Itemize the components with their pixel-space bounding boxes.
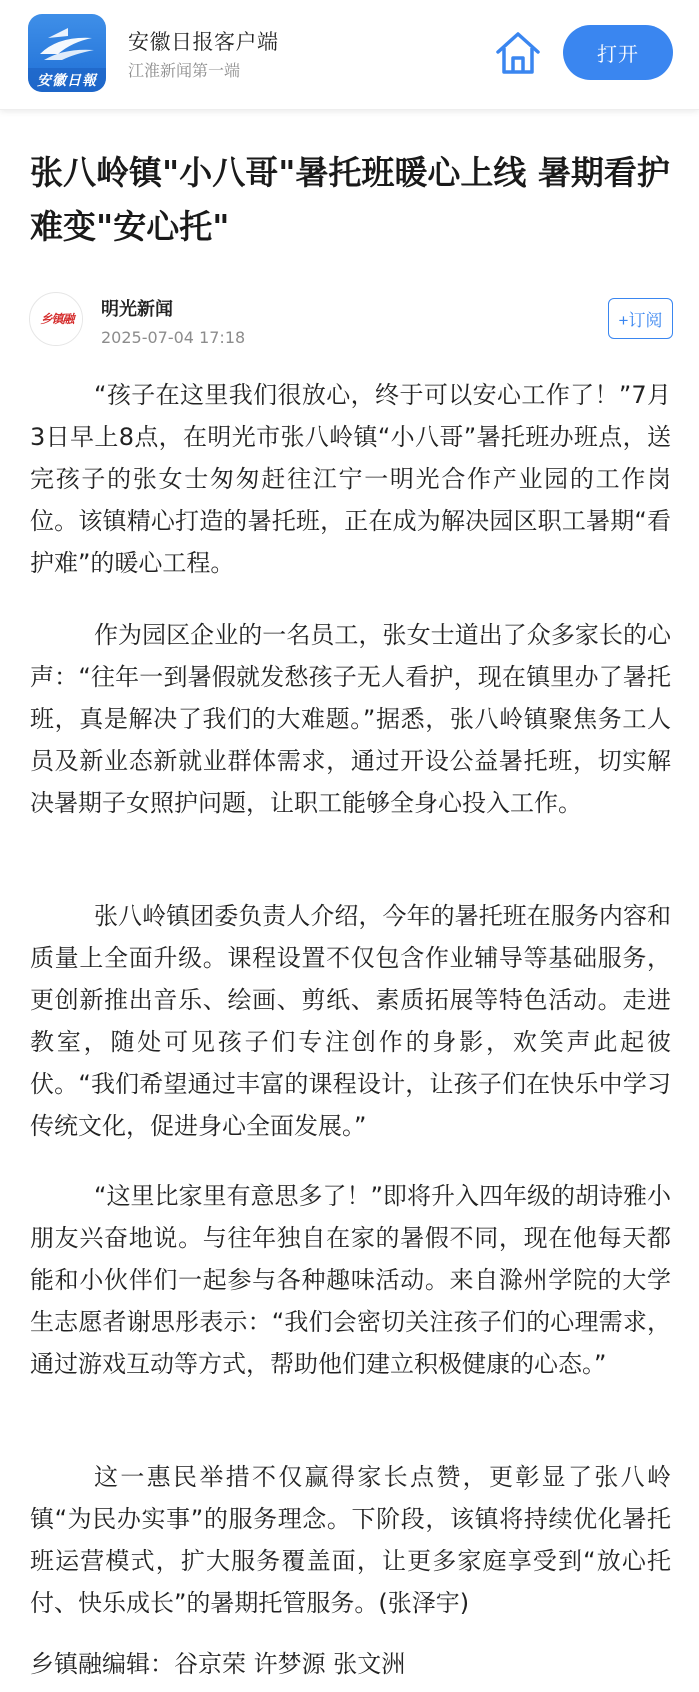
- article-paragraph-4: “这里比家里有意思多了！”即将升入四年级的胡诗雅小朋友兴奋地说。与往年独自在家的暑假不同，现在他每天都能和小伙伴们一起参与各种趣味活动。来自滁州学院的大学生志愿者谢思彤表示：“我们会密切关注孩子们的心理需求，通过游戏互动等方式，帮助他们建立积极健康的心态。”: [30, 1182, 671, 1378]
- home-icon[interactable]: [494, 30, 542, 76]
- article-title: 张八岭镇"小八哥"暑托班暖心上线 暑期看护难变"安心托": [30, 153, 670, 246]
- app-slogan: 江淮新闻第一端: [128, 61, 241, 80]
- avatar-text: 乡镇融: [40, 312, 74, 326]
- app-banner: [0, 0, 699, 110]
- author-avatar[interactable]: [29, 292, 83, 346]
- app-logo-icon[interactable]: [28, 14, 106, 92]
- logo-text: 安徽日報: [37, 73, 97, 89]
- article-paragraph-5: 这一惠民举措不仅赢得家长点赞，更彰显了张八岭镇“为民办实事”的服务理念。下阶段，该镇将持续优化暑托班运营模式，扩大服务覆盖面，让更多家庭享受到“放心托付、快乐成长”的暑期托管服务。(张泽宇): [30, 1463, 671, 1617]
- app-name: 安徽日报客户端: [128, 30, 279, 54]
- article-paragraph-3: 张八岭镇团委负责人介绍，今年的暑托班在服务内容和质量上全面升级。课程设置不仅包含作业辅导等基础服务，更创新推出音乐、绘画、剪纸、素质拓展等特色活动。走进教室，随处可见孩子们专注创作的身影，欢笑声此起彼伏。“我们希望通过丰富的课程设计，让孩子们在快乐中学习传统文化，促进身心全面发展。”: [30, 902, 671, 1140]
- home-icon-graphic: [494, 30, 542, 76]
- subscribe-button[interactable]: +订阅: [608, 298, 673, 339]
- open-app-button[interactable]: 打开: [563, 25, 673, 80]
- article-paragraph-2: 作为园区企业的一名员工，张女士道出了众多家长的心声：“往年一到暑假就发愁孩子无人看护，现在镇里办了暑托班，真是解决了我们的大难题。”据悉，张八岭镇聚焦务工人员及新业态新就业群体需求，通过开设公益暑托班，切实解决暑期子女照护问题，让职工能够全身心投入工作。: [30, 621, 671, 817]
- article-paragraph-1: “孩子在这里我们很放心，终于可以安心工作了！”7月3日早上8点，在明光市张八岭镇“小八哥”暑托班办班点，送完孩子的张女士匆匆赶往江宁一明光合作产业园的工作岗位。该镇精心打造的暑托班，正在成为解决园区职工暑期“看护难”的暖心工程。: [30, 381, 671, 577]
- editors-credit: 乡镇融编辑：谷京荣 许梦源 张文洲: [30, 1650, 406, 1678]
- author-name[interactable]: 明光新闻: [101, 299, 173, 320]
- publish-time: 2025-07-04 17:18: [101, 328, 246, 347]
